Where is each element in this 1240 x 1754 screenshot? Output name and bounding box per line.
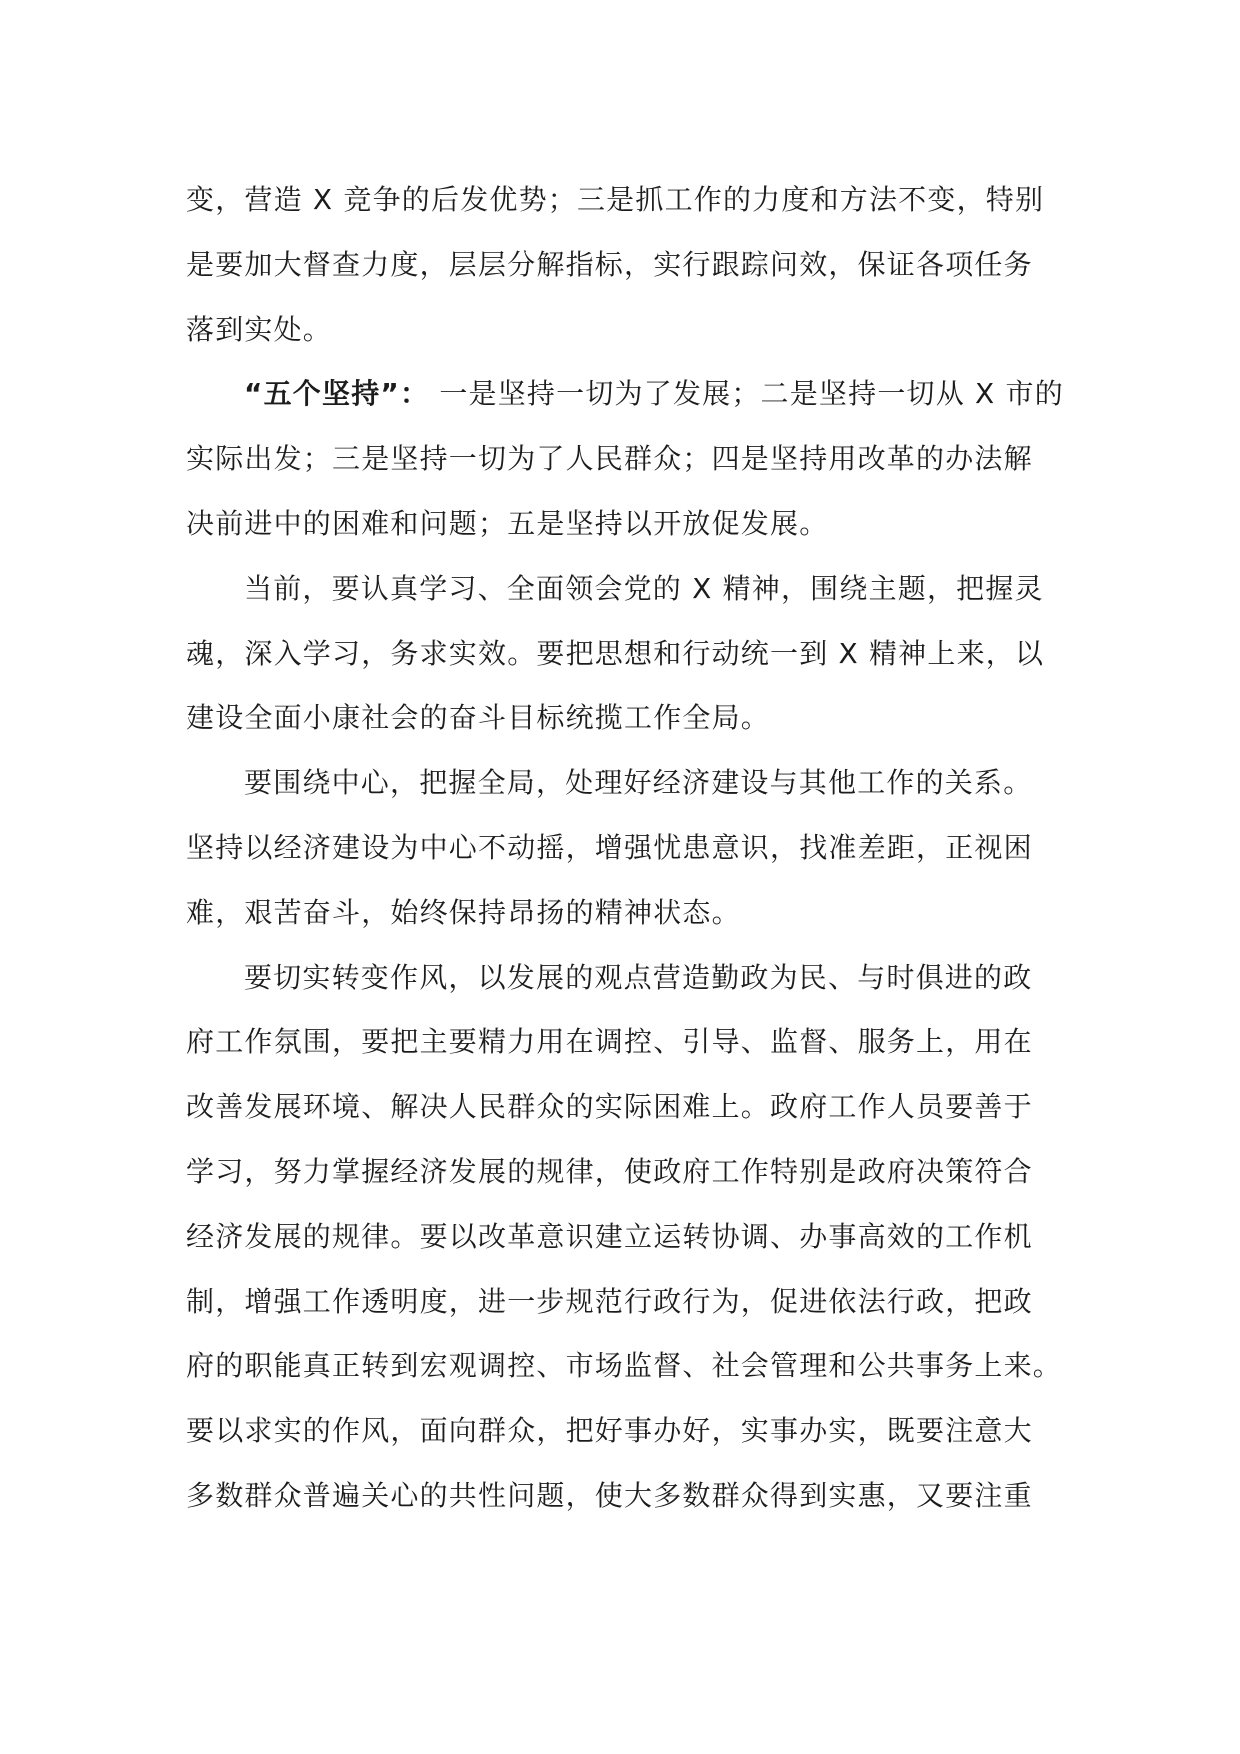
text-line: 学习，努力掌握经济发展的规律，使政府工作特别是政府决策符合 (186, 1154, 1033, 1188)
text-line: 要切实转变作风，以发展的观点营造勤政为民、与时俱进的政 (244, 960, 1033, 994)
text-line: 实际出发；三是坚持一切为了人民群众；四是坚持用改革的办法解 (186, 442, 1033, 476)
text-line: 制，增强工作透明度，进一步规范行政行为，促进依法行政，把政 (186, 1284, 1033, 1318)
text-line: 府工作氛围，要把主要精力用在调控、引导、监督、服务上，用在 (186, 1025, 1033, 1059)
bold-heading-five-persist: “五个坚持”： (244, 377, 430, 411)
text-line: 当前，要认真学习、全面领会党的 X 精神，围绕主题，把握灵 (244, 571, 1044, 605)
text-line: 是要加大督查力度，层层分解指标，实行跟踪问效，保证各项任务 (186, 247, 1033, 281)
text-line: 经济发展的规律。要以改革意识建立运转协调、办事高效的工作机 (186, 1219, 1033, 1253)
paragraph-1 (186, 168, 1056, 362)
text-line: 变，营造 X 竞争的后发优势；三是抓工作的力度和方法不变，特别 (186, 183, 1045, 216)
text-line: 改善发展环境、解决人民群众的实际困难上。政府工作人员要善于 (186, 1090, 1033, 1124)
text-line: 落到实处。 (186, 312, 333, 346)
text-line: 决前进中的困难和问题；五是坚持以开放促发展。 (186, 506, 829, 540)
text-line: 坚持以经济建设为中心不动摇，增强忧患意识，找准差距，正视困 (186, 830, 1033, 864)
text-line: 魂，深入学习，务求实效。要把思想和行动统一到 X 精神上来，以 (186, 636, 1045, 670)
text-line: 建设全面小康社会的奋斗目标统揽工作全局。 (186, 701, 771, 735)
text-line: 多数群众普遍关心的共性问题，使大多数群众得到实惠，又要注重 (186, 1478, 1033, 1512)
text-line: 要围绕中心，把握全局，处理好经济建设与其他工作的关系。 (244, 766, 1033, 800)
text-line: 难，艰苦奋斗，始终保持昂扬的精神状态。 (186, 895, 741, 929)
paragraph-4 (186, 751, 1056, 945)
paragraph-3 (186, 557, 1056, 751)
text-run: 一是坚持一切为了发展；二是坚持一切从 X 市的 (429, 377, 1064, 411)
text-line: 府的职能真正转到宏观调控、市场监督、社会管理和公共事务上来。 (186, 1349, 1063, 1383)
text-line: 要以求实的作风，面向群众，把好事办好，实事办实，既要注意大 (186, 1414, 1033, 1448)
paragraph-2 (186, 362, 1064, 556)
paragraph-5 (186, 946, 1063, 1529)
text-line (186, 362, 1064, 427)
document-body (186, 168, 1064, 1529)
